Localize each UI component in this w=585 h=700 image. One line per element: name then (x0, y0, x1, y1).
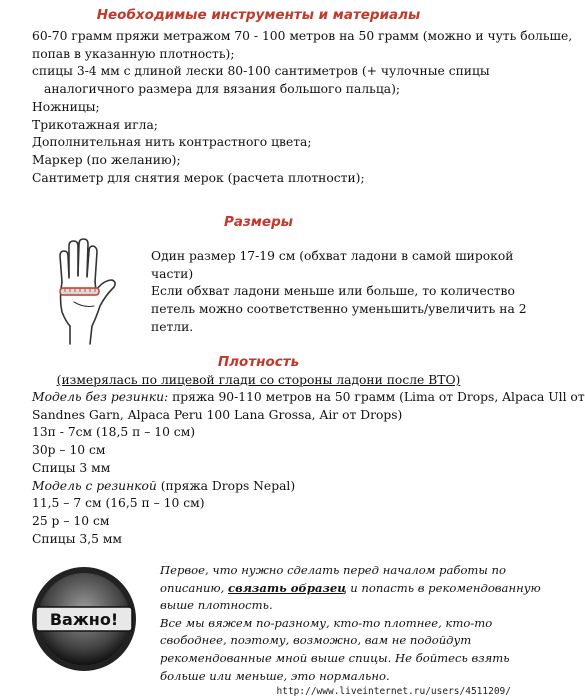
note-line: Все мы вяжем по-разному, кто-то плотнее, кто-то (160, 615, 493, 630)
note-text: описанию, (160, 580, 229, 595)
tools-line: аналогичного размера для вязания большого пальца); (44, 82, 401, 97)
gauge-model2-line (32, 478, 585, 496)
tools-heading: Необходимые инструменты и материалы (96, 7, 421, 23)
tools-line: попав в указанную плотность); (32, 46, 235, 61)
tools-line: Сантиметр для снятия мерок (расчета плотности); (32, 170, 365, 185)
note-line: рекомендованные мной выше спицы. Не бойтесь взять (160, 650, 510, 665)
note-line: свободнее, поэтому, возможно, вам не подойдут (160, 633, 472, 648)
source-url: http://www.liveinternet.ru/users/4511209/ (276, 686, 511, 697)
gauge-line: Спицы 3,5 мм (32, 531, 122, 546)
sizes-text (151, 248, 527, 337)
tools-line: Дополнительная нить контрастного цвета; (32, 135, 312, 150)
tools-line: Трикотажная игла; (32, 117, 158, 132)
note-emphasis: связать образец (228, 580, 347, 595)
note-line (160, 580, 541, 598)
note-text: и попасть в рекомендованную (346, 580, 541, 595)
tools-line: спицы 3-4 мм с длиной лески 80-100 сантиметров (+ чулочные спицы (32, 64, 490, 79)
model2-text: (пряжа Drops Nepal) (156, 478, 296, 493)
model1-text: пряжа 90-110 метров на 50 грамм (Lima от Drops, Alpaca Ull от (168, 390, 585, 404)
gauge-line: 25 р – 10 см (32, 513, 110, 528)
tools-line: Маркер (по желанию); (32, 152, 181, 167)
important-note (160, 562, 541, 685)
model2-label: Модель с резинкой (32, 478, 157, 493)
sizes-heading: Размеры (224, 214, 293, 230)
gauge-heading: Плотность (217, 354, 300, 370)
hand-measure-illustration (48, 236, 126, 346)
note-line: Первое, что нужно сделать перед началом работы по (160, 563, 506, 577)
gauge-line: 13п - 7см (18,5 п – 10 см) (32, 425, 196, 440)
note-line: выше плотность. (160, 598, 273, 613)
gauge-text (32, 389, 585, 548)
gauge-line: 11,5 – 7 см (16,5 п – 10 см) (32, 496, 205, 511)
tools-list (32, 28, 572, 187)
gauge-subheading: (измерялась по лицевой глади со стороны ладони после ВТО) (56, 373, 461, 387)
tools-line: Ножницы; (32, 99, 100, 114)
badge-text: Важно! (49, 610, 119, 629)
important-badge (30, 565, 138, 673)
gauge-subheading-wrap (0, 372, 517, 390)
sizes-line: части) (151, 266, 194, 281)
sizes-line: петель можно соответственно уменьшить/увеличить на 2 (151, 302, 527, 317)
gauge-line: Sandnes Garn, Alpaca Peru 100 Lana Grossa, Air от Drops) (32, 407, 403, 422)
gauge-line: 30р – 10 см (32, 443, 106, 458)
note-line: больше или меньше, это нормально. (160, 668, 390, 683)
sizes-line: Если обхват ладони меньше или больше, то количество (151, 284, 515, 299)
sizes-line: Один размер 17-19 см (обхват ладони в самой широкой (151, 249, 514, 263)
gauge-model1-line (32, 389, 585, 407)
model1-label: Модель без резинки: (32, 390, 169, 404)
gauge-line: Спицы 3 мм (32, 460, 111, 475)
tools-line: 60-70 грамм пряжи метражом 70 - 100 метров на 50 грамм (можно и чуть больше, (32, 29, 573, 43)
sizes-line: петли. (151, 319, 194, 334)
